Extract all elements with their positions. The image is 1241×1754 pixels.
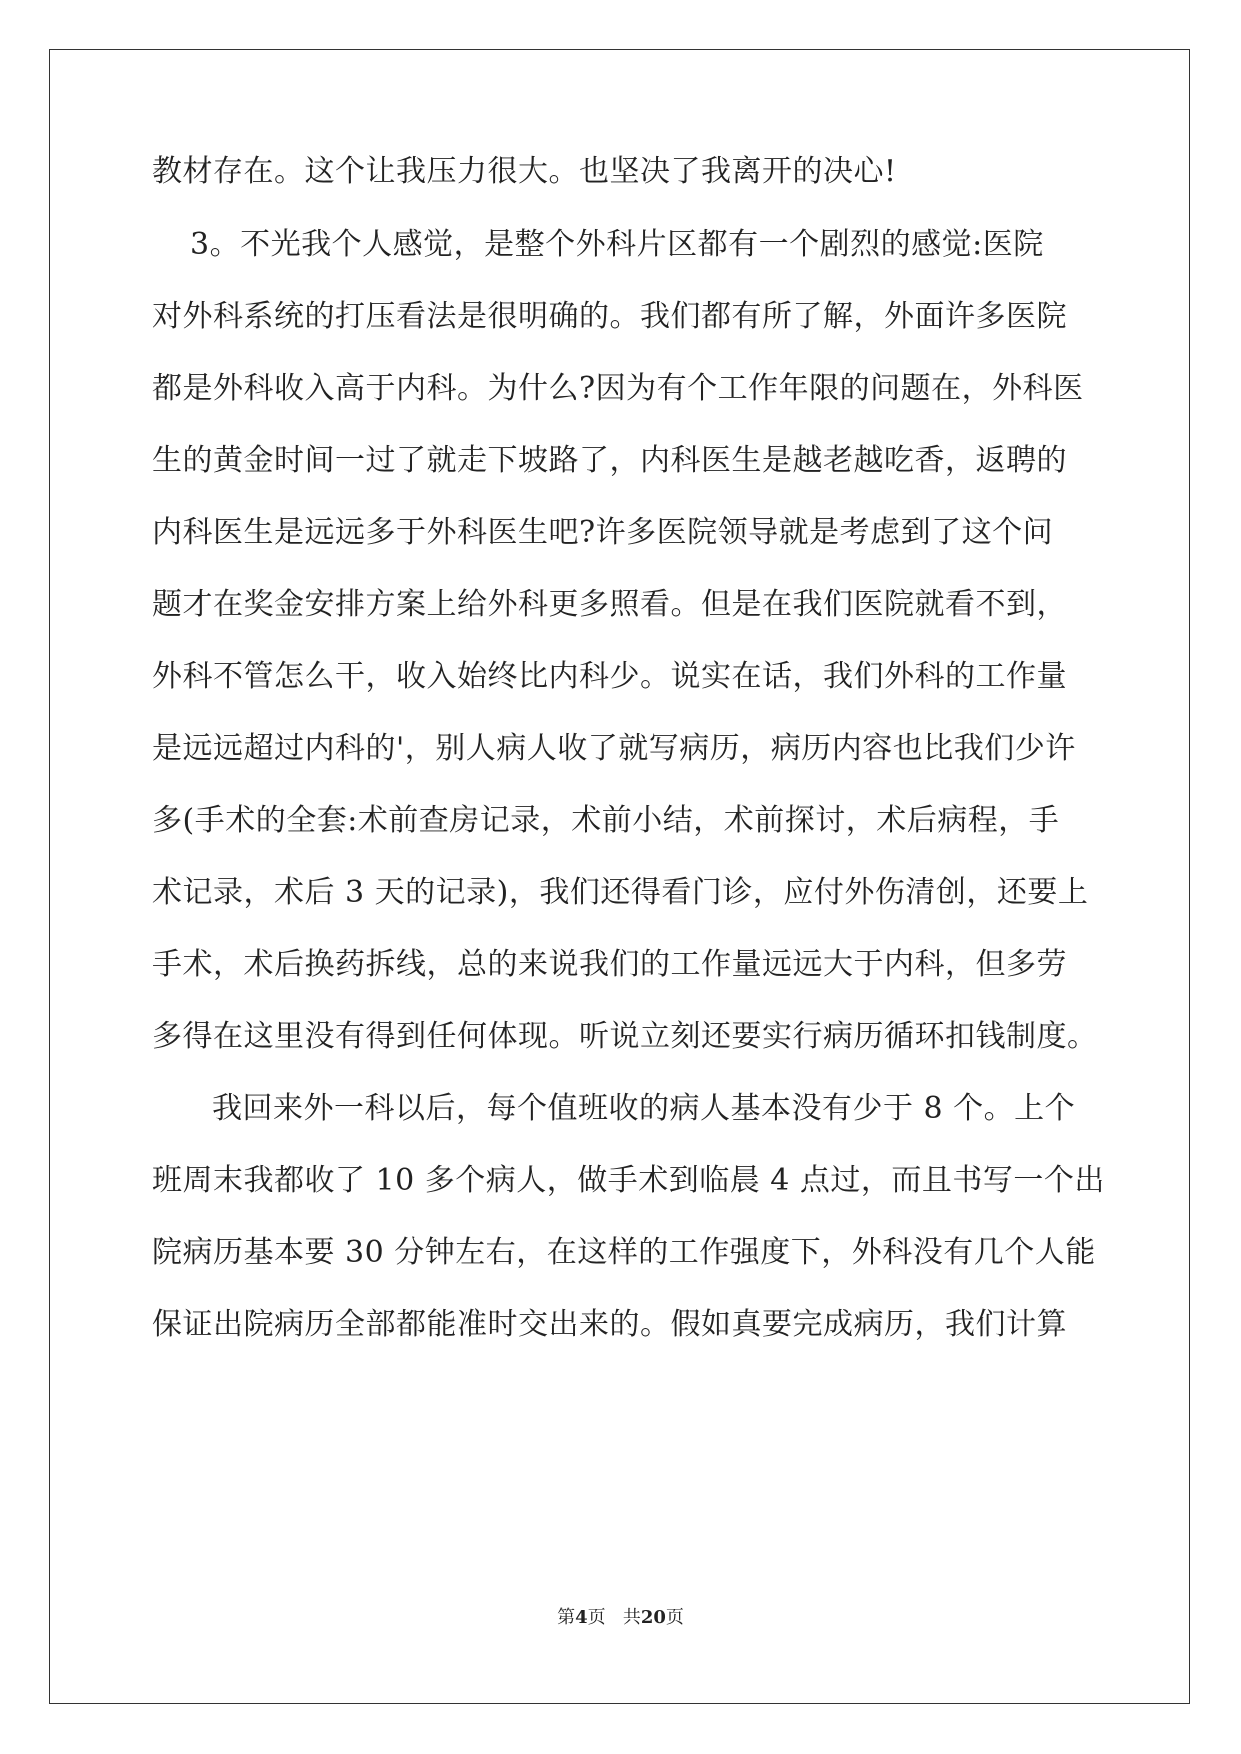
text-line: 都是外科收入高于内科。为什么?因为有个工作年限的问题在，外科医 <box>152 371 1084 406</box>
text-line: 题才在奖金安排方案上给外科更多照看。但是在我们医院就看不到， <box>152 587 1067 622</box>
text-line: 院病历基本要 30 分钟左右，在这样的工作强度下，外科没有几个人能 <box>152 1235 1096 1270</box>
text-line: 生的黄金时间一过了就走下坡路了，内科医生是越老越吃香，返聘的 <box>152 443 1067 478</box>
footer-total-suffix: 页 <box>665 1607 684 1628</box>
text-line: 手术，术后换药拆线，总的来说我们的工作量远远大于内科，但多劳 <box>152 947 1067 982</box>
footer-total-prefix: 共 <box>622 1607 641 1628</box>
text-line: 教材存在。这个让我压力很大。也坚决了我离开的决心! <box>152 154 897 189</box>
text-line: 对外科系统的打压看法是很明确的。我们都有所了解，外面许多医院 <box>152 299 1067 334</box>
text-line: 多(手术的全套:术前查房记录，术前小结，术前探讨，术后病程，手 <box>152 803 1060 838</box>
text-line: 我回来外一科以后，每个值班收的病人基本没有少于 8 个。上个 <box>212 1091 1076 1126</box>
footer-page-suffix: 页 <box>587 1607 606 1628</box>
text-line: 是远远超过内科的'，别人病人收了就写病历，病历内容也比我们少许 <box>152 731 1076 766</box>
text-line: 术记录，术后 3 天的记录)，我们还得看门诊，应付外伤清创，还要上 <box>152 875 1089 910</box>
current-page-number: 4 <box>575 1607 588 1628</box>
total-page-number: 20 <box>640 1607 666 1628</box>
text-line: 保证出院病历全部都能准时交出来的。假如真要完成病历，我们计算 <box>152 1307 1067 1342</box>
text-line: 3。不光我个人感觉，是整个外科片区都有一个剧烈的感觉:医院 <box>190 227 1044 262</box>
page-footer <box>0 1606 1241 1630</box>
text-line: 外科不管怎么干，收入始终比内科少。说实在话，我们外科的工作量 <box>152 659 1067 694</box>
text-line: 多得在这里没有得到任何体现。听说立刻还要实行病历循环扣钱制度。 <box>152 1019 1098 1054</box>
text-line: 内科医生是远远多于外科医生吧?许多医院领导就是考虑到了这个问 <box>152 515 1054 550</box>
text-line: 班周末我都收了 10 多个病人，做手术到临晨 4 点过，而且书写一个出 <box>152 1163 1105 1198</box>
footer-prefix: 第 <box>557 1607 576 1628</box>
